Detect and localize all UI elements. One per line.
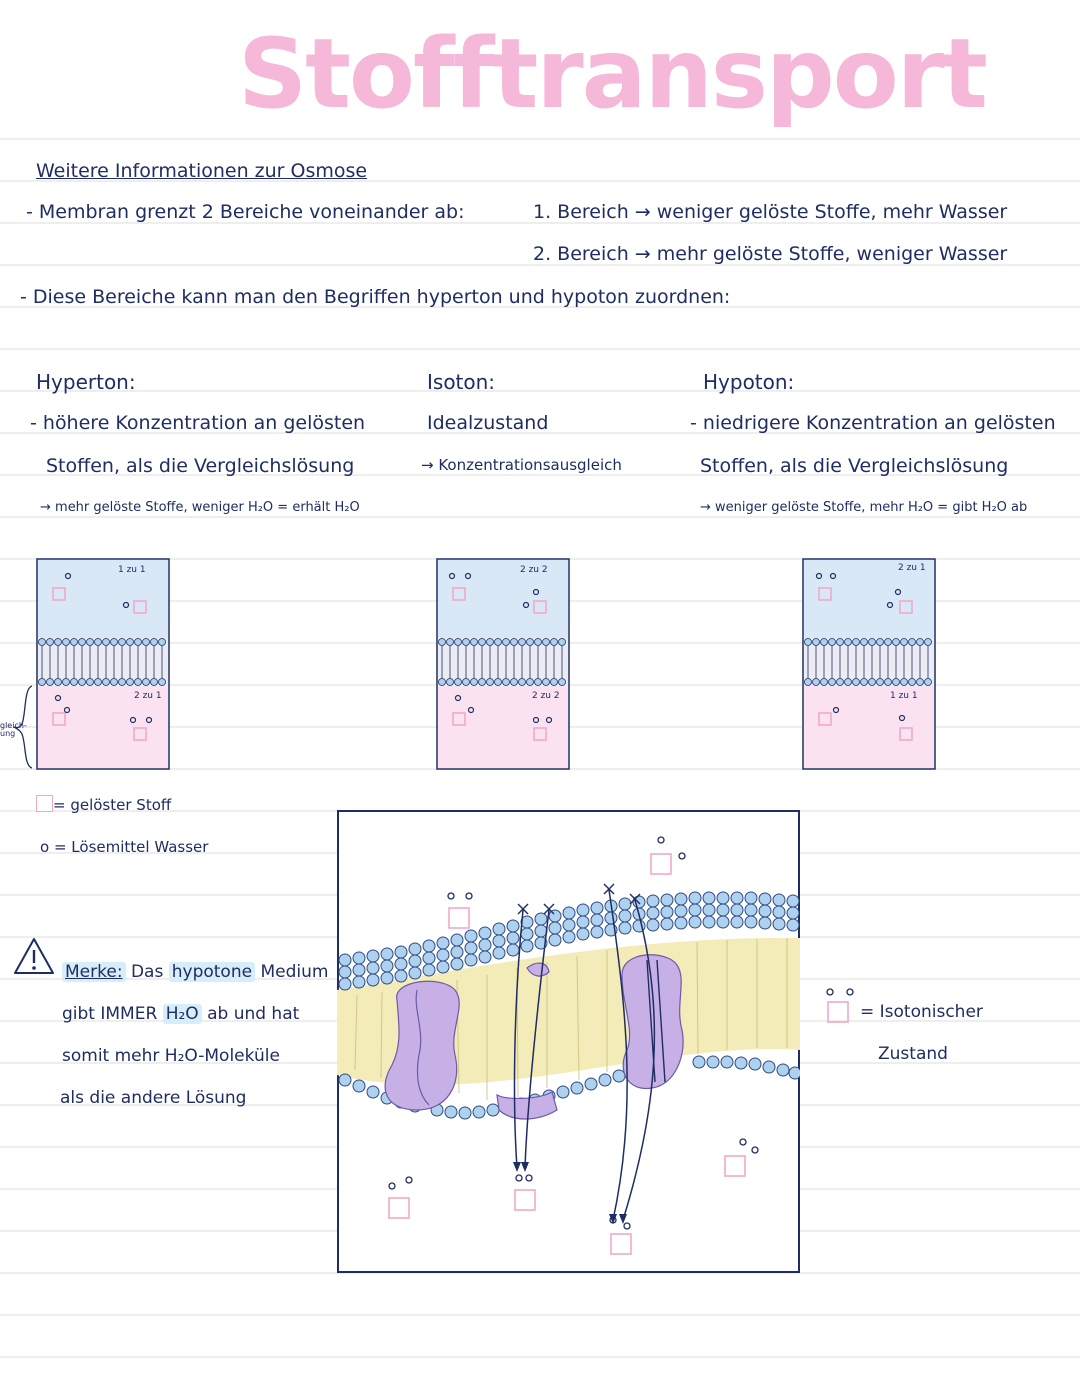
isotonic-label-line2: Zustand	[878, 1044, 948, 1064]
hypoton-line2: Stoffen, als die Vergleichslösung	[700, 455, 1009, 477]
intro-line1: - Membran grenzt 2 Bereiche voneinander ab:	[26, 201, 465, 223]
isoton-line1: Idealzustand	[427, 412, 549, 434]
beaker-hypoton	[802, 558, 936, 770]
hypoton-title: Hypoton:	[703, 370, 795, 394]
beaker3-top-ratio: 2 zu 1	[898, 563, 926, 573]
beaker1-top-ratio: 1 zu 1	[118, 565, 146, 575]
merke-line4: als die andere Lösung	[60, 1088, 247, 1108]
legend-water: o = Lösemittel Wasser	[40, 838, 209, 856]
side-note: gleich-ung	[0, 721, 27, 738]
page-title: Stofftransport	[238, 18, 986, 130]
hypoton-line1: - niedrigere Konzentration an gelösten	[690, 412, 1056, 434]
membrane-diagram	[337, 810, 800, 1273]
legend-solute: = gelöster Stoff	[36, 795, 171, 814]
beaker-isoton	[436, 558, 570, 770]
isoton-line2: → Konzentrationsausgleich	[421, 456, 622, 474]
section-heading: Weitere Informationen zur Osmose	[36, 160, 368, 182]
merke-line1: Merke: Das hypotone Medium	[62, 962, 328, 982]
solute-square-icon	[36, 795, 53, 812]
intro-area1: 1. Bereich → weniger gelöste Stoffe, mehr Wasser	[533, 201, 1008, 223]
beaker2-bottom-ratio: 2 zu 2	[532, 691, 560, 701]
merke-line3: somit mehr H₂O-Moleküle	[62, 1046, 280, 1066]
beaker2-top-ratio: 2 zu 2	[520, 565, 548, 575]
hyperton-line1: - höhere Konzentration an gelösten	[30, 412, 366, 434]
isoton-title: Isoton:	[427, 370, 496, 394]
water-circle-icon: o	[40, 838, 50, 856]
intro-line3: - Diese Bereiche kann man den Begriffen hyperton und hypoton zuordnen:	[20, 286, 731, 308]
beaker3-bottom-ratio: 1 zu 1	[890, 691, 918, 701]
merke-line2: gibt IMMER H₂O ab und hat	[62, 1004, 300, 1024]
isotonic-symbol-icon	[824, 986, 854, 1026]
beaker1-bottom-ratio: 2 zu 1	[134, 691, 162, 701]
beaker-hyperton	[36, 558, 170, 770]
hypoton-line3: → weniger gelöste Stoffe, mehr H₂O = gibt H₂O ab	[700, 500, 1028, 515]
hyperton-title: Hyperton:	[36, 370, 136, 394]
hyperton-line2: Stoffen, als die Vergleichslösung	[46, 455, 355, 477]
intro-area2: 2. Bereich → mehr gelöste Stoffe, weniger Wasser	[533, 243, 1008, 265]
isotonic-label-line1: = Isotonischer	[860, 1002, 983, 1022]
hyperton-line3: → mehr gelöste Stoffe, weniger H₂O = erhält H₂O	[40, 500, 360, 515]
warning-icon	[12, 936, 56, 976]
